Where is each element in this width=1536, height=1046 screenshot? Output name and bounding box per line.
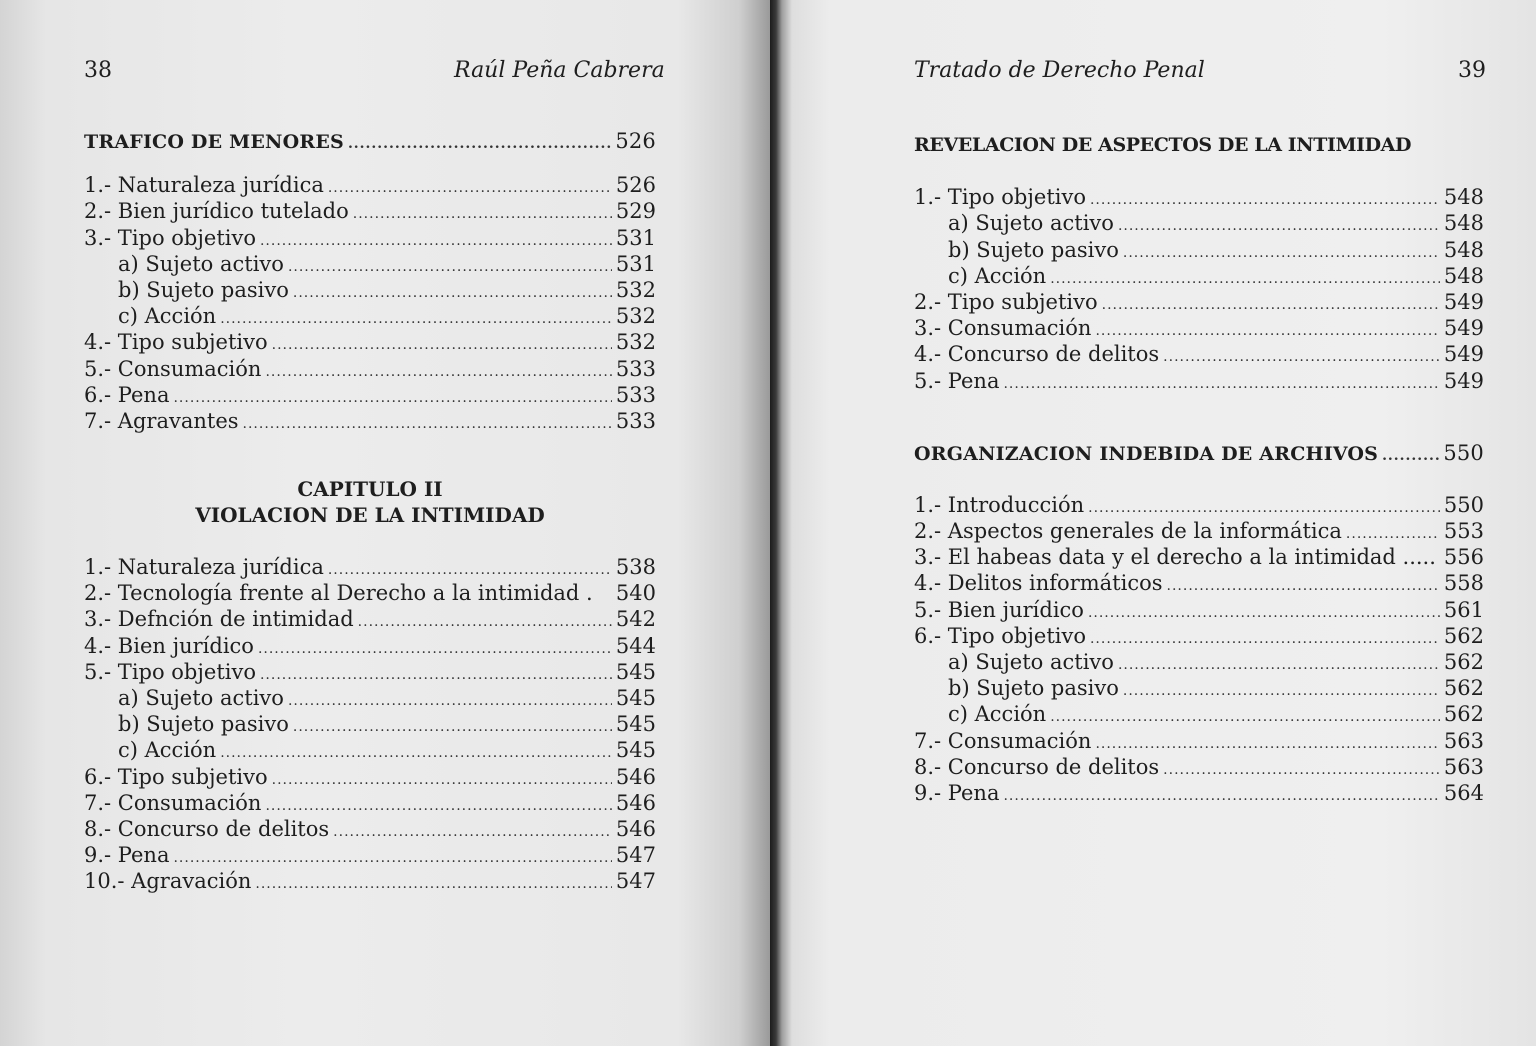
toc-entry: b) Sujeto pasivo ..... 545 xyxy=(84,711,656,737)
toc-entry: 9.- Pena ..... 564 xyxy=(914,780,1484,806)
right-running-head: Tratado de Derecho Penal xyxy=(914,58,1205,83)
toc-entry: 6.- Tipo subjetivo ..... 546 xyxy=(84,764,656,790)
toc-entry: b) Sujeto pasivo ..... 548 xyxy=(914,237,1484,263)
toc-entry: 2.- Tipo subjetivo ..... 549 xyxy=(914,289,1484,315)
toc-entry: 3.- El habeas data y el derecho a la intimidad ..... 556 xyxy=(914,545,1484,570)
toc-entry: 1.- Tipo objetivo ..... 548 xyxy=(914,184,1484,210)
toc-entry: 5.- Tipo objetivo ..... 545 xyxy=(84,659,656,685)
toc-entry: 5.- Bien jurídico ..... 561 xyxy=(914,597,1484,623)
right-page-number: 39 xyxy=(1458,58,1486,83)
toc-entry: 7.- Consumación ..... 546 xyxy=(84,790,656,816)
left-page-number: 38 xyxy=(84,58,112,83)
left-running-head: Raúl Peña Cabrera xyxy=(454,58,665,83)
right-toc xyxy=(914,132,1484,806)
toc-entry: 6.- Pena ..... 533 xyxy=(84,382,656,408)
toc-entry: 2.- Aspectos generales de la informática ..... 553 xyxy=(914,518,1484,544)
toc-entry: c) Acción ..... 548 xyxy=(914,263,1484,289)
toc-entry: 8.- Concurso de delitos ..... 546 xyxy=(84,816,656,842)
toc-entry: 6.- Tipo objetivo ..... 562 xyxy=(914,623,1484,649)
chapter-heading xyxy=(84,476,656,528)
chapter-title: VIOLACION DE LA INTIMIDAD xyxy=(195,503,545,528)
toc-entry: c) Acción ..... 532 xyxy=(84,303,656,329)
toc-entry: 1.- Introducción ..... 550 xyxy=(914,492,1484,518)
toc-entry: 4.- Concurso de delitos ..... 549 xyxy=(914,341,1484,367)
toc-heading-trafico: TRAFICO DE MENORES ..... 526 xyxy=(84,128,656,154)
toc-entry: b) Sujeto pasivo ..... 532 xyxy=(84,277,656,303)
right-page xyxy=(770,0,1536,1046)
toc-entry: 3.- Defnción de intimidad ..... 542 xyxy=(84,606,656,632)
toc-entry: a) Sujeto activo ..... 562 xyxy=(914,649,1484,675)
toc-entry: 5.- Pena ..... 549 xyxy=(914,368,1484,394)
toc-entry: 3.- Tipo objetivo ..... 531 xyxy=(84,225,656,251)
toc-entry: c) Acción ..... 562 xyxy=(914,701,1484,727)
toc-entry: 4.- Delitos informáticos ..... 558 xyxy=(914,570,1484,596)
toc-heading-revelacion: REVELACION DE ASPECTOS DE LA INTIMIDAD xyxy=(914,134,1412,156)
toc-entry: 3.- Consumación ..... 549 xyxy=(914,315,1484,341)
toc-entry: c) Acción ..... 545 xyxy=(84,737,656,763)
toc-entry: 4.- Tipo subjetivo ..... 532 xyxy=(84,329,656,355)
toc-entry: 7.- Agravantes ..... 533 xyxy=(84,408,656,434)
toc-entry: b) Sujeto pasivo ..... 562 xyxy=(914,675,1484,701)
toc-entry: a) Sujeto activo ..... 548 xyxy=(914,210,1484,236)
toc-entry: 7.- Consumación ..... 563 xyxy=(914,728,1484,754)
toc-entry: 5.- Consumación ..... 533 xyxy=(84,356,656,382)
toc-entry: 1.- Naturaleza jurídica ..... 538 xyxy=(84,554,656,580)
left-toc xyxy=(84,128,656,895)
toc-entry: 8.- Concurso de delitos ..... 563 xyxy=(914,754,1484,780)
chapter-number: CAPITULO II xyxy=(297,477,443,502)
toc-entry: 2.- Tecnología frente al Derecho a la intimidad . 540 xyxy=(84,581,656,606)
toc-entry: 10.- Agravación ..... 547 xyxy=(84,868,656,894)
toc-heading-organizacion: ORGANIZACION INDEBIDA DE ARCHIVOS ..... 550 xyxy=(914,440,1484,466)
toc-entry: a) Sujeto activo ..... 545 xyxy=(84,685,656,711)
toc-entry: 1.- Naturaleza jurídica ..... 526 xyxy=(84,172,656,198)
toc-entry: 4.- Bien jurídico ..... 544 xyxy=(84,633,656,659)
toc-entry: a) Sujeto activo ..... 531 xyxy=(84,251,656,277)
toc-entry: 2.- Bien jurídico tutelado ..... 529 xyxy=(84,198,656,224)
toc-entry: 9.- Pena ..... 547 xyxy=(84,842,656,868)
